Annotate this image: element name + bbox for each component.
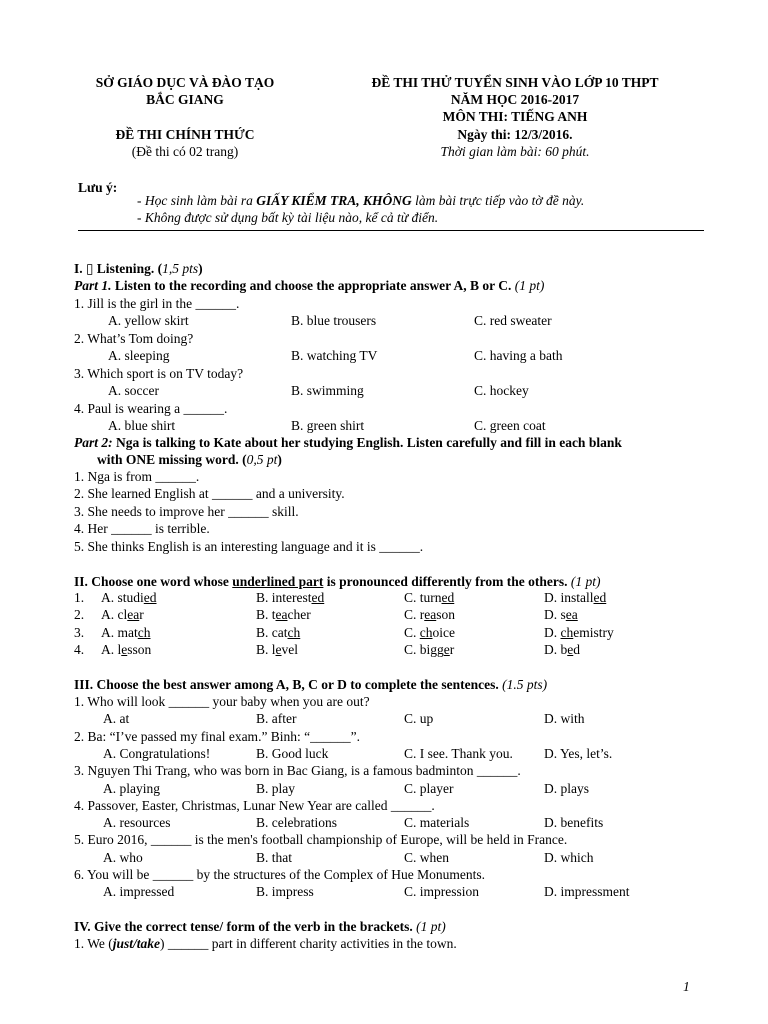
fill-blank-question: 1. Nga is from ______. — [74, 469, 200, 484]
underlined-part: ea — [424, 607, 437, 623]
word-part: cher — [287, 607, 311, 623]
exam-date: Ngày thi: 12/3/2016. — [457, 127, 573, 142]
option-c: C. player — [404, 780, 454, 796]
option-b: B. blue trousers — [291, 313, 377, 328]
option-d — [544, 624, 614, 641]
fill-blank-question: 2. She learned English at ______ and a university. — [74, 486, 345, 502]
option-a: A. sleeping — [108, 348, 170, 363]
note-line-2: - Không được sử dụng bất kỳ tài liệu nào, kể cả từ điển. — [137, 210, 439, 225]
part-2-instruction-cont: with ONE missing word. (0,5 pt) — [97, 452, 282, 467]
word-part: A. mat — [101, 624, 138, 640]
option-b: B. green shirt — [291, 418, 365, 433]
option-c: C. having a bath — [474, 348, 563, 363]
option-a — [101, 641, 151, 658]
word-part: D. install — [544, 590, 594, 605]
option-c — [404, 624, 455, 641]
word-part: A. cl — [101, 607, 128, 623]
question-text: 4. Passover, Easter, Christmas, Lunar New Year are called ______. — [74, 797, 435, 813]
underlined-part: ed — [143, 590, 157, 605]
word-part: r — [449, 642, 455, 658]
question-text: 1. Jill is the girl in the ______. — [74, 296, 240, 311]
option-c — [404, 589, 454, 606]
option-a: A. Congratulations! — [103, 745, 211, 761]
option-b: B. watching TV — [291, 348, 378, 363]
official-exam-label: ĐỀ THI CHÍNH THỨC — [115, 127, 255, 142]
option-b: B. play — [256, 780, 295, 796]
part-2-instruction: Part 2: Nga is talking to Kate about her studying English. Listen carefully and fill in each blank — [74, 435, 622, 450]
word-part: vel — [281, 642, 299, 658]
word-part: son — [436, 607, 455, 623]
underlined-part: ed — [311, 590, 325, 605]
option-d: D. plays — [544, 780, 589, 796]
word-part: C. — [404, 624, 420, 640]
page-count-note: (Đề thi có 02 trang) — [131, 144, 239, 159]
option-a: A. who — [103, 849, 143, 865]
option-b: B. that — [256, 849, 292, 865]
option-b — [256, 606, 311, 623]
fill-blank-question: 5. She thinks English is an interesting language and it is ______. — [74, 538, 424, 554]
option-b: B. impress — [256, 884, 314, 900]
row-number: 3. — [74, 624, 85, 640]
option-a — [101, 606, 144, 623]
word-part: emistry — [573, 624, 614, 640]
word-part: A. studi — [101, 590, 144, 605]
option-d: D. benefits — [544, 815, 604, 831]
underlined-part: ch — [419, 624, 433, 640]
option-d — [544, 606, 578, 623]
underlined-part: e — [567, 642, 574, 658]
option-d — [544, 589, 606, 606]
section-4-question-1: 1. We (just/take) ______ part in different charity activities in the town. — [74, 936, 457, 951]
underlined-part: ch — [560, 624, 574, 640]
option-b: B. Good luck — [256, 745, 329, 761]
underlined-part: ea — [127, 607, 140, 623]
fill-blank-question: 3. She needs to improve her ______ skill. — [74, 503, 299, 519]
subject: MÔN THI: TIẾNG ANH — [442, 109, 588, 124]
option-c: C. when — [404, 849, 449, 865]
underlined-part: ed — [441, 590, 455, 605]
word-part: B. cat — [256, 624, 288, 640]
page-number: 1 — [683, 979, 690, 994]
option-a — [101, 624, 151, 641]
word-part: B. t — [256, 607, 276, 623]
time-limit: Thời gian làm bài: 60 phút. — [440, 144, 590, 159]
exam-title: ĐỀ THI THỬ TUYỂN SINH VÀO LỚP 10 THPT — [371, 75, 659, 90]
option-c: C. materials — [404, 815, 470, 831]
department-name: SỞ GIÁO DỤC VÀ ĐÀO TẠO — [95, 75, 275, 90]
option-c: C. up — [404, 711, 434, 727]
word-part: d — [573, 642, 580, 658]
option-c: C. I see. Thank you. — [404, 745, 513, 761]
option-a: A. playing — [103, 780, 160, 796]
option-d: D. Yes, let’s. — [544, 745, 613, 761]
option-b: B. swimming — [291, 383, 364, 398]
option-b: B. after — [256, 711, 297, 727]
word-part: D. — [544, 624, 561, 640]
question-text: 3. Which sport is on TV today? — [74, 366, 244, 381]
underlined-part: ch — [287, 624, 301, 640]
row-number: 1. — [74, 590, 85, 605]
notes-label: Lưu ý: — [78, 180, 118, 195]
option-b: B. celebrations — [256, 815, 337, 831]
option-c — [404, 606, 455, 623]
option-a: A. soccer — [108, 383, 159, 398]
section-1-title: I. ▯ Listening. (1,5 pts) — [74, 261, 203, 276]
option-a: A. at — [103, 711, 130, 727]
divider-line — [78, 230, 704, 231]
word-part: C. r — [404, 607, 425, 623]
word-part: sson — [127, 642, 152, 658]
word-part: C. turn — [404, 590, 442, 605]
option-d: D. which — [544, 849, 594, 865]
option-a: A. yellow skirt — [108, 313, 189, 328]
option-c: C. green coat — [474, 418, 546, 433]
word-part: D. s — [544, 607, 566, 623]
row-number: 2. — [74, 607, 85, 623]
province-name: BẮC GIANG — [146, 92, 224, 107]
section-2-title: II. Choose one word whose underlined part is pronounced differently from the others. (1 pt) — [74, 574, 601, 589]
word-part: oice — [432, 624, 456, 640]
question-text: 3. Nguyen Thi Trang, who was born in Bac Giang, is a famous badminton ______. — [74, 763, 521, 779]
underlined-part: e — [275, 642, 282, 658]
word-part: B. l — [256, 642, 276, 658]
option-c: C. red sweater — [474, 313, 552, 328]
underlined-part: e — [121, 642, 128, 658]
school-year: NĂM HỌC 2016-2017 — [450, 92, 580, 107]
option-b — [256, 589, 324, 606]
option-a: A. blue shirt — [108, 418, 176, 433]
word-part: A. l — [101, 642, 122, 658]
question-text: 5. Euro 2016, ______ is the men's football championship of Europe, will be held in France. — [74, 832, 568, 848]
underlined-part: ea — [565, 607, 578, 623]
question-text: 4. Paul is wearing a ______. — [74, 401, 228, 416]
option-c — [404, 641, 454, 658]
underlined-part: ea — [275, 607, 288, 623]
underlined-part: e — [443, 642, 450, 658]
option-a: A. resources — [103, 815, 171, 831]
question-text: 2. Ba: “I’ve passed my final exam.” Binh: “______”. — [74, 728, 361, 744]
underlined-part: ch — [137, 624, 151, 640]
option-c: C. impression — [404, 884, 480, 900]
fill-blank-question: 4. Her ______ is terrible. — [74, 521, 210, 537]
option-b — [256, 624, 300, 641]
option-c: C. hockey — [474, 383, 529, 398]
question-text: 6. You will be ______ by the structures of the Complex of Hue Monuments. — [74, 867, 485, 882]
word-part: D. b — [544, 642, 568, 658]
option-a: A. impressed — [103, 884, 175, 900]
section-4-title: IV. Give the correct tense/ form of the verb in the brackets. (1 pt) — [74, 919, 446, 934]
question-text: 1. Who will look ______ your baby when you are out? — [74, 694, 370, 709]
option-b — [256, 641, 298, 658]
option-d: D. impressment — [544, 884, 630, 900]
part-1-instruction: Part 1. Listen to the recording and choose the appropriate answer A, B or C. (1 pt) — [74, 278, 545, 293]
word-part: C. bigg — [404, 642, 444, 658]
option-d: D. with — [544, 711, 585, 727]
word-part: r — [139, 607, 144, 623]
question-text: 2. What’s Tom doing? — [74, 331, 194, 346]
row-number: 4. — [74, 642, 85, 658]
option-a — [101, 589, 157, 606]
underlined-part: ed — [593, 590, 607, 605]
word-part: B. interest — [256, 590, 312, 605]
option-d — [544, 641, 580, 658]
note-line-1: - Học sinh làm bài ra GIẤY KIỂM TRA, KHÔNG làm bài trực tiếp vào tờ đề này. — [137, 193, 585, 208]
section-3-title: III. Choose the best answer among A, B, C or D to complete the sentences. (1.5 pts) — [74, 677, 548, 692]
